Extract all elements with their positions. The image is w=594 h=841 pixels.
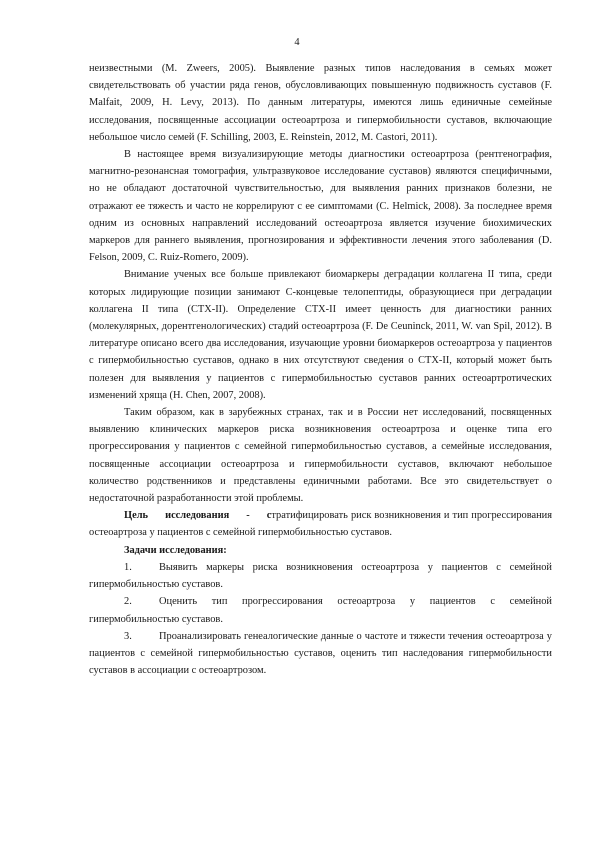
research-goal-text: тратифицировать риск возникновения и тип прогрессирования остеоартроза у пациентов с семейной гипермобильностью суставов. <box>89 510 552 539</box>
tasks-heading-text: Задачи исследования: <box>124 544 227 556</box>
paragraph-imaging-methods: В настоящее время визуализирующие методы диагностики остеоартроза (рентгенография, магнитно-резонансная томография, ультразвуковое исследование суставов) являются специфичными, но не обладают достаточной чувствительностью, для выявления ранних признаков болезни, не отражают ее тяжесть и часто не коррелируют с ее симптомами (C. Helmick, 2008). За последнее время одним из основных направлений исследований остеоартроза является изучение биохимических маркеров для раннего выявления, прогнозирования и эффективности лечения этого заболевания (D. Felson, 2009, C. Ruiz-Romero, 2009). <box>89 149 552 264</box>
body-text <box>89 60 552 679</box>
task-number: 2. <box>124 596 132 608</box>
task-text: Оценить тип прогрессирования остеоартроза у пациентов с семейной гипермобильностью суставов. <box>89 596 552 625</box>
task-item <box>89 559 552 593</box>
task-text: Проанализировать генеалогические данные о частоте и тяжести течения остеоартроза у пациентов с семейной гипермобильностью суставов, оценить тип наследования гипермобильности суставов в ассоциации с остеоартрозом. <box>89 630 552 677</box>
task-number: 3. <box>124 630 132 642</box>
research-goal <box>89 507 552 541</box>
paragraph-ctx-ii-biomarkers: Внимание ученых все больше привлекают биомаркеры деградации коллагена II типа, среди которых лидирующие позиции занимают С-концевые телопептиды, образующиеся при деградации коллагена II типа (CTX-II). Определение CTX-II имеет ценность для диагностики ранних (молекулярных, дорентгенологических) стадий остеоартроза (F. De Ceuninck, 2011, W. van Spil, 2012). В литературе описано всего два исследования, изучающие уровни биомаркеров остеоартроза у пациентов с гипермобильностью суставов, однако в них отсутствуют сведения о CTX-II, который может быть полезен для выявления у пациентов с гипермобильностью суставов ранних остеоартротических изменений хряща (H. Chen, 2007, 2008). <box>89 269 552 401</box>
paragraph-conclusion: Таким образом, как в зарубежных странах, так и в России нет исследований, посвященных выявлению клинических маркеров риска возникновения остеоартроза и оценке типа его прогрессирования у пациентов с семейной гипермобильностью суставов, а семейные исследования, посвященные ассоциации остеоартроза и гипермобильности суставов, включают небольшое количество родственников и представлены единичными работами. Все это свидетельствует о недостаточной разработанности этой проблемы. <box>89 407 552 505</box>
task-item <box>89 593 552 627</box>
page-number: 4 <box>294 37 300 48</box>
research-goal-label: Цель исследования - с <box>124 510 272 522</box>
task-text: Выявить маркеры риска возникновения остеоартроза у пациентов с семейной гипермобильностью суставов. <box>89 561 552 591</box>
task-number: 1. <box>124 561 132 573</box>
paragraph-intro-continuation: неизвестными (M. Zweers, 2005). Выявление разных типов наследования в семьях может свидетельствовать об участии ряда генов, обусловливающих повышенную подвижность суставов (F. Malfait, 2009, H. Levy, 2013). По данным литературы, имеются лишь единичные семейные исследования, посвященные ассоциации остеоартроза и гипермобильности суставов, включающие небольшое число семей (F. Schilling, 2003, E. Reinstein, 2012, M. Castori, 2011). <box>89 63 552 143</box>
task-item <box>89 628 552 680</box>
tasks-heading <box>89 542 552 559</box>
